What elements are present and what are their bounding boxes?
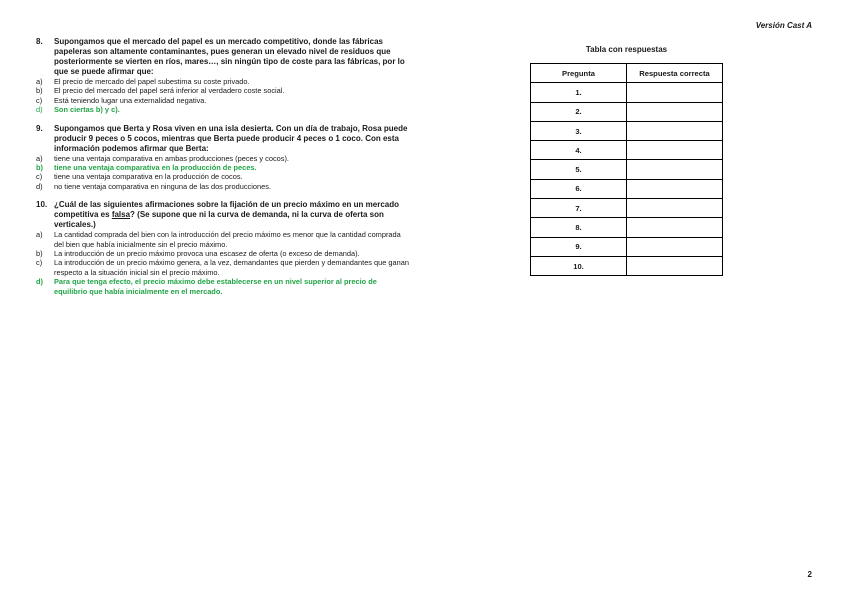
- option-letter: d): [36, 277, 43, 287]
- row-number: 7.: [531, 199, 627, 218]
- table-row: [531, 179, 723, 198]
- option-letter: a): [36, 230, 43, 240]
- question-text: Supongamos que el mercado del papel es un mercado competitivo, donde las fábricas papeleras son altamente contaminantes, pues generan un elevado nivel de residuos que posteriormente se vierten en ríos, mares…, sin ningún tipo de coste para las fábricas, por lo que se puede afirmar que:: [54, 37, 405, 76]
- table-row: [531, 256, 723, 275]
- option-text: no tiene ventaja comparativa en ninguna de las dos producciones.: [54, 181, 271, 191]
- row-number: 9.: [531, 237, 627, 256]
- question-8: [36, 37, 410, 115]
- row-number: 8.: [531, 218, 627, 237]
- question-number: 9.: [36, 123, 43, 133]
- option-text: La introducción de un precio máximo provoca una escasez de oferta (o exceso de demanda).: [54, 249, 360, 259]
- table-row: [531, 237, 723, 256]
- row-number: 2.: [531, 102, 627, 121]
- answer-cell[interactable]: [627, 179, 723, 198]
- option-d-correct: [36, 105, 410, 114]
- option-text: Está teniendo lugar una externalidad negativa.: [54, 95, 207, 105]
- answer-cell[interactable]: [627, 83, 723, 102]
- page-number: 2: [807, 570, 812, 579]
- question-text: [54, 200, 410, 230]
- option-letter: a): [36, 77, 43, 86]
- table-row: [531, 83, 723, 102]
- option-c: [36, 172, 410, 181]
- option-text: La cantidad comprada del bien con la introducción del precio máximo es menor que la cantidad comprada del bien que había inicialmente sin el precio máximo.: [54, 230, 401, 249]
- answer-cell[interactable]: [627, 218, 723, 237]
- answer-cell[interactable]: [627, 121, 723, 140]
- question-text: Supongamos que Berta y Rosa viven en una isla desierta. Con un día de trabajo, Rosa puede producir 9 peces o 5 cocos, mientras que Berta puede producir 4 peces o 1 coco. Con esta información podemos afirmar que Berta:: [54, 123, 408, 153]
- option-letter: c): [36, 95, 43, 105]
- version-label: Versión Cast A: [755, 21, 812, 30]
- option-d: [36, 182, 410, 191]
- option-text: tiene una ventaja comparativa en ambas producciones (peces y cocos).: [54, 153, 289, 163]
- row-number: 6.: [531, 179, 627, 198]
- question-text-part: ? (Se supone que ni la curva de demanda, ni la curva de oferta son verticales.): [54, 210, 384, 230]
- option-c: [36, 96, 410, 105]
- option-text: Son ciertas b) y c).: [54, 105, 120, 115]
- row-number: 10.: [531, 256, 627, 275]
- answers-table: [530, 63, 723, 276]
- option-letter: b): [36, 249, 43, 259]
- table-row: [531, 102, 723, 121]
- table-row: [531, 218, 723, 237]
- row-number: 3.: [531, 121, 627, 140]
- row-number: 4.: [531, 141, 627, 160]
- underlined-word: falsa: [111, 210, 131, 220]
- table-row: [531, 141, 723, 160]
- question-number: 8.: [36, 37, 43, 46]
- option-a: [36, 77, 410, 86]
- option-text: El precio del mercado del papel será inferior al verdadero coste social.: [54, 86, 285, 96]
- option-text: El precio de mercado del papel subestima su coste privado.: [54, 77, 250, 86]
- table-header-row: [531, 64, 723, 83]
- table-row: [531, 160, 723, 179]
- option-letter: c): [36, 172, 43, 182]
- option-letter: c): [36, 258, 43, 268]
- answer-cell[interactable]: [627, 237, 723, 256]
- option-text: tiene una ventaja comparativa en la producción de cocos.: [54, 172, 243, 182]
- question-9: [36, 124, 410, 192]
- option-letter: b): [36, 86, 43, 96]
- answer-cell[interactable]: [627, 199, 723, 218]
- option-text: Para que tenga efecto, el precio máximo debe establecerse en un nivel superior al precio de equilibrio que había inicialmente en el mercado.: [54, 277, 377, 296]
- option-a: [36, 154, 410, 163]
- row-number: 5.: [531, 160, 627, 179]
- answer-cell[interactable]: [627, 256, 723, 275]
- question-10: [36, 200, 410, 296]
- option-letter: d): [36, 105, 43, 115]
- row-number: 1.: [531, 83, 627, 102]
- header-question: Pregunta: [531, 64, 627, 83]
- option-a: [36, 230, 410, 249]
- option-letter: d): [36, 181, 43, 191]
- option-b: [36, 249, 410, 258]
- answer-cell[interactable]: [627, 160, 723, 179]
- option-b-correct: [36, 163, 410, 172]
- option-text: tiene una ventaja comparativa en la producción de peces.: [54, 163, 257, 173]
- question-number: 10.: [36, 200, 48, 210]
- option-d-correct: [36, 277, 410, 296]
- option-text: La introducción de un precio máximo genera, a la vez, demandantes que pierden y demandantes que ganan respecto a la situación inicial sin el precio máximo.: [54, 258, 409, 277]
- answer-cell[interactable]: [627, 141, 723, 160]
- answer-cell[interactable]: [627, 102, 723, 121]
- table-row: [531, 121, 723, 140]
- questions-section: [36, 37, 410, 305]
- answers-table-section: [530, 45, 723, 276]
- option-b: [36, 86, 410, 95]
- table-row: [531, 199, 723, 218]
- question-text-part: ¿Cuál de las siguientes afirmaciones sobre la fijación de un precio máximo en un mercado competitiva es: [54, 200, 399, 220]
- option-letter: b): [36, 163, 43, 173]
- header-answer: Respuesta correcta: [627, 64, 723, 83]
- option-c: [36, 258, 410, 277]
- answers-table-title: Tabla con respuestas: [585, 45, 668, 54]
- option-letter: a): [36, 153, 43, 163]
